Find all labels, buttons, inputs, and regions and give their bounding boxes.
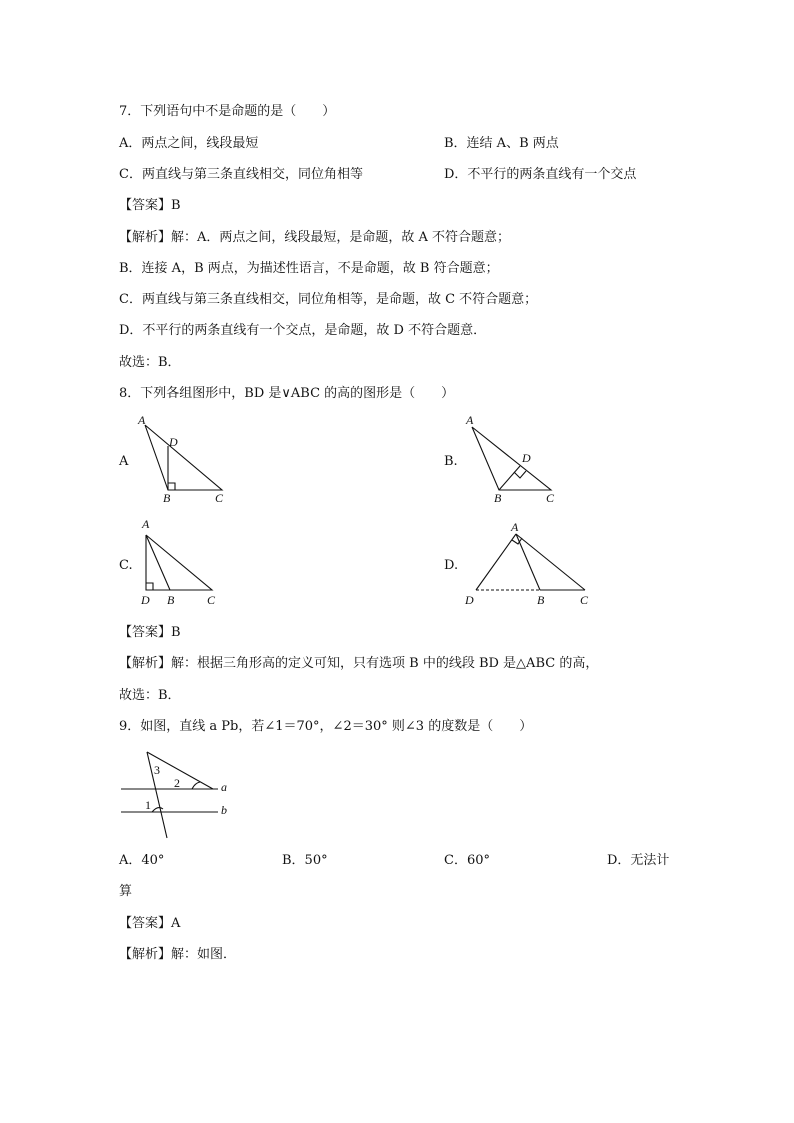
fig-d-label-d: D [465,593,474,607]
fig-b-label-d: D [522,451,531,465]
fig-b-label-a: A [466,413,474,427]
q7-option-d: D．不平行的两条直线有一个交点 [444,167,637,182]
q8-option-label-d: D. [444,558,459,573]
q9-angle-2-label: 2 [174,776,180,790]
q9-explain: 【解析】解：如图． [119,947,237,962]
q7-explain-1: 【解析】解：A．两点之间，线段最短，是命题，故 A 不符合题意； [119,230,511,245]
q9-stem: 9．如图，直线 a Pb，若∠1＝70°，∠2＝30° 则∠3 的度数是（ ） [119,719,533,734]
q7-explain-2: B．连接 A，B 两点，为描述性语言，不是命题，故 B 符合题意； [119,261,499,276]
q9-option-c: C．60° [444,853,490,868]
q9-option-d: D．无法计 [607,853,670,868]
q8-stem: 8．下列各组图形中，BD 是∨ABC 的高的图形是（ ） [119,386,455,401]
fig-b-label-b: B [494,491,502,505]
q8-option-label-c: C. [119,558,133,573]
q7-option-b: B．连结 A、B 两点 [444,136,559,151]
q9-option-a: A．40° [119,853,165,868]
q9-option-d-continued: 算 [119,884,133,899]
q7-answer: 【答案】B [119,198,181,213]
q7-explain-4: D．不平行的两条直线有一个交点，是命题，故 D 不符合题意． [119,323,487,338]
fig-d-label-a: A [511,520,519,534]
fig-c-label-d: D [141,593,150,607]
q8-conclusion: 故选：B． [119,688,181,703]
fig-a-label-a: A [138,413,146,427]
q9-figure [121,752,227,838]
q7-option-c: C．两直线与第三条直线相交，同位角相等 [119,167,363,182]
q8-option-label-a: A [119,454,129,469]
fig-c-label-a: A [142,517,150,531]
q8-figure-a [137,413,224,505]
q8-option-label-b: B. [444,454,458,469]
q7-conclusion: 故选：B． [119,355,181,370]
q9-angle-1-label: 1 [145,798,151,812]
q8-answer: 【答案】B [119,625,181,640]
fig-a-label-d: D [169,435,178,449]
q9-line-b-label: b [221,803,227,817]
fig-c-label-c: C [207,593,216,607]
fig-c-label-b: B [167,593,175,607]
q8-figure-c [140,517,216,607]
q9-answer: 【答案】A [119,916,181,931]
fig-d-label-c: C [580,593,589,607]
q9-angle-3-label: 3 [154,763,160,777]
q8-explain: 【解析】解：根据三角形高的定义可知，只有选项 B 中的线段 BD 是△ABC 的高， [119,656,599,671]
fig-a-label-b: B [163,491,171,505]
q8-figure-b [465,413,555,505]
q9-option-b: B．50° [282,853,328,868]
fig-b-label-c: C [546,491,555,505]
q9-line-a-label: a [221,780,227,794]
q8-figure-d [464,520,589,607]
fig-a-label-c: C [215,491,224,505]
fig-d-label-b: B [537,593,545,607]
q7-option-a: A．两点之间，线段最短 [119,136,259,151]
q7-stem: 7．下列语句中不是命题的是（ ） [119,104,336,119]
q7-explain-3: C．两直线与第三条直线相交，同位角相等，是命题，故 C 不符合题意； [119,292,538,307]
